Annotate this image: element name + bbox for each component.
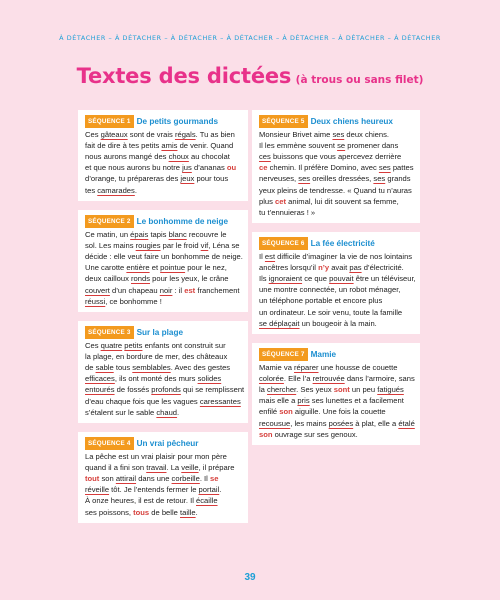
blank-word: chaud <box>156 407 178 417</box>
text-segment: à plat, elle a <box>353 418 399 428</box>
blank-word: efficaces <box>85 374 115 384</box>
text-segment: s’étalent sur le sable <box>85 407 157 417</box>
blank-word: chercher <box>267 385 297 395</box>
text-segment: un peu <box>349 385 378 395</box>
text-segment: un bougeoir à la main. <box>299 318 377 328</box>
text-segment: promener dans <box>345 141 399 151</box>
text-segment: d’un chapeau <box>109 285 160 295</box>
text-segment: . <box>134 185 137 195</box>
highlighted-word: son <box>259 429 273 439</box>
text-segment: fait de dire à tes petits <box>85 141 162 151</box>
blank-word: rougies <box>135 241 161 251</box>
text-segment: Il <box>259 252 265 262</box>
dictation-text <box>85 451 241 518</box>
text-segment: recouvre le <box>186 230 227 240</box>
text-segment: sol. Les mains <box>85 241 136 251</box>
text-segment: Monsieur Brivet aime <box>259 130 333 140</box>
text-segment: difficile d’imaginer la vie de nos lointains <box>275 252 413 262</box>
text-segment: . Ses yeux <box>296 385 334 395</box>
blank-word: ronds <box>131 274 151 284</box>
dictation-text <box>85 229 241 307</box>
blank-word: régals <box>174 130 196 140</box>
card-header <box>85 437 241 450</box>
blank-word: pris <box>297 396 310 406</box>
text-segment: dans l’armoire, sans <box>344 374 415 384</box>
text-segment: . Tu as bien <box>195 130 235 140</box>
text-line <box>85 507 241 518</box>
blank-word: fatigués <box>377 385 404 395</box>
text-segment: avait <box>329 263 350 273</box>
card-header <box>259 348 413 361</box>
blank-word: retrouvée <box>312 374 345 384</box>
text-line <box>259 162 413 173</box>
sequence-heading: Mamie <box>310 350 337 359</box>
sequence-badge: SÉQUENCE 7 <box>259 348 308 361</box>
card-header <box>259 237 413 250</box>
text-segment: son <box>99 474 116 484</box>
text-segment: ancêtres lorsqu’il <box>259 263 319 273</box>
blank-word: veille <box>181 463 199 473</box>
card-sequence-1 <box>78 110 248 201</box>
text-segment: oreilles dressées, <box>310 174 374 184</box>
text-segment: tes <box>85 185 98 195</box>
text-segment: ses lunettes et a facilement <box>309 396 404 406</box>
text-segment: la <box>259 385 268 395</box>
card-sequence-4 <box>78 432 248 523</box>
text-segment: tapis <box>148 230 169 240</box>
highlighted-word: ce <box>259 163 268 173</box>
text-line <box>85 351 241 362</box>
blank-word: camarades <box>97 185 135 195</box>
text-segment: de venir. Quand <box>177 141 234 151</box>
text-segment: deux chiens. <box>344 130 390 140</box>
blank-word: blanc <box>168 230 187 240</box>
blank-word: amis <box>161 141 178 151</box>
text-segment: une montre connectée, un robot ménager, <box>259 285 401 295</box>
highlighted-word: est <box>184 285 196 295</box>
text-line <box>259 362 413 373</box>
text-segment: La pêche est un vrai plaisir pour mon père <box>85 452 227 462</box>
text-segment: pour les yeux, le crâne <box>150 274 229 284</box>
blank-word: posées <box>328 418 354 428</box>
text-segment: deux cailloux <box>85 274 132 284</box>
text-line <box>85 151 241 162</box>
card-sequence-5 <box>252 110 420 223</box>
text-segment: À onze heures, il est de retour. Il <box>85 496 197 506</box>
text-line <box>85 251 241 262</box>
text-segment: pour le nez, <box>185 263 227 273</box>
text-segment: qui se remplissent <box>180 385 245 395</box>
card-sequence-6 <box>252 232 420 334</box>
text-segment: Une carotte <box>85 263 127 273</box>
card-sequence-2 <box>78 210 248 312</box>
text-segment: chemin. Il préfère Domino, avec <box>267 163 379 173</box>
blank-word: ses <box>332 130 345 140</box>
text-segment: aiguille. Une fois la couette <box>292 407 386 417</box>
text-segment: un ordinateur. Le soir venu, toute la famille <box>259 307 403 317</box>
text-segment: décide : elle veut faire un bonhomme de neige. <box>85 252 243 262</box>
blank-word: recousue <box>259 418 291 428</box>
text-line <box>259 262 413 273</box>
card-header <box>85 326 241 339</box>
sequence-heading: Le bonhomme de neige <box>136 217 229 226</box>
blank-word: ignoraient <box>268 274 303 284</box>
text-segment: Ils <box>259 274 269 284</box>
text-segment: et que nous aurons bu notre <box>85 163 183 173</box>
blank-word: quatre <box>100 341 123 351</box>
blank-word: attirail <box>115 474 137 484</box>
text-segment: de <box>85 363 96 373</box>
text-line <box>259 418 413 429</box>
card-header <box>259 115 413 128</box>
title-main: Textes des dictées <box>76 64 292 88</box>
text-segment: , les mains <box>290 418 329 428</box>
blank-word: réparer <box>294 363 319 373</box>
blank-word: ses <box>378 163 391 173</box>
text-line <box>259 318 413 329</box>
text-segment: ouvrage sur ses genoux. <box>272 429 358 439</box>
blank-word: écaille <box>196 496 218 506</box>
text-segment: . La <box>166 463 182 473</box>
text-line <box>259 384 413 395</box>
blank-word: pointue <box>160 263 186 273</box>
highlighted-word: n’y <box>318 263 330 273</box>
blank-word: entourés <box>85 385 115 395</box>
blank-word: ses <box>373 174 386 184</box>
text-segment: enfilé <box>259 407 280 417</box>
text-line <box>85 451 241 462</box>
blank-word: se déplaçait <box>259 318 300 328</box>
card-header <box>85 115 241 128</box>
sequence-heading: La fée électricité <box>310 239 375 248</box>
blank-word: vif <box>200 241 209 251</box>
text-segment: pattes <box>390 163 414 173</box>
blank-word: caressantes <box>199 396 241 406</box>
blank-word: taille <box>179 507 196 517</box>
blank-word: portail <box>198 485 220 495</box>
blank-word: noir <box>159 285 173 295</box>
text-line <box>85 285 241 296</box>
sequence-badge: SÉQUENCE 1 <box>85 115 134 128</box>
blank-word: est <box>264 252 276 262</box>
text-line <box>85 362 241 373</box>
text-line <box>85 129 241 140</box>
blank-word: travail <box>146 463 167 473</box>
card-sequence-7 <box>252 343 420 445</box>
text-segment: tu t’ennuieras ! » <box>259 207 316 217</box>
sequence-badge: SÉQUENCE 5 <box>259 115 308 128</box>
text-segment: grands <box>385 174 411 184</box>
sequence-heading: Deux chiens heureux <box>310 117 393 126</box>
blank-word: réussi <box>85 296 106 306</box>
sequence-badge: SÉQUENCE 2 <box>85 215 134 228</box>
text-line <box>259 151 413 162</box>
text-line <box>85 262 241 273</box>
highlighted-word: son <box>279 407 293 417</box>
blank-word: colorée <box>259 374 284 384</box>
dictation-text <box>259 129 413 218</box>
highlighted-word: cet <box>275 196 287 206</box>
text-segment: animal, lui dit souvent sa femme, <box>286 196 399 206</box>
text-line <box>259 429 413 440</box>
text-segment: sont de vrais <box>127 130 175 140</box>
text-segment: au chocolat <box>188 152 230 162</box>
text-line <box>85 240 241 251</box>
text-segment: : il <box>172 285 185 295</box>
text-line <box>85 162 241 173</box>
cut-line-header: À DÉTACHER – À DÉTACHER – À DÉTACHER – À DÉTACHER – À DÉTACHER – À DÉTACHER – À DÉTACHER <box>59 34 441 42</box>
text-segment: franchement <box>195 285 240 295</box>
blank-word: étalé <box>398 418 415 428</box>
text-segment: buissons que vous apercevez derrière <box>270 152 402 162</box>
blank-word: semblables <box>132 363 171 373</box>
text-segment: quand il a fini son <box>85 463 147 473</box>
text-segment: tous <box>113 363 133 373</box>
text-segment: , Léna se <box>208 241 240 251</box>
text-segment: et <box>149 263 161 273</box>
highlighted-word: se <box>209 474 219 484</box>
text-line <box>85 229 241 240</box>
sequence-badge: SÉQUENCE 6 <box>259 237 308 250</box>
text-segment: la plage, en bordure de mer, des châteaux <box>85 352 228 362</box>
text-line <box>259 307 413 318</box>
text-line <box>85 273 241 284</box>
blank-word: solides <box>197 374 222 384</box>
sequence-badge: SÉQUENCE 4 <box>85 437 134 450</box>
text-segment: pour tous <box>194 174 229 184</box>
blank-word: corbeille <box>171 474 200 484</box>
blank-word: jeux <box>180 174 195 184</box>
text-line <box>85 473 241 484</box>
text-line <box>259 129 413 140</box>
text-segment: nerveuses, <box>259 174 299 184</box>
card-header <box>85 215 241 228</box>
text-segment: Ce matin, un <box>85 230 131 240</box>
text-segment: de fossés <box>114 385 152 395</box>
text-segment: yeux pleins de tendresse. « Quand tu n’auras <box>259 185 412 195</box>
text-segment: . Il <box>199 474 210 484</box>
text-line <box>85 484 241 495</box>
text-line <box>259 140 413 151</box>
text-line <box>85 185 241 196</box>
text-line <box>85 495 241 506</box>
text-line <box>85 407 241 418</box>
text-line <box>259 173 413 184</box>
blank-word: se <box>337 141 346 151</box>
text-segment: de belle <box>149 507 180 517</box>
text-segment: d’orange, tu prépareras des <box>85 174 181 184</box>
text-line <box>259 207 413 218</box>
blank-word: ses <box>298 174 311 184</box>
blank-word: profonds <box>151 385 181 395</box>
blank-word: couvert <box>85 285 110 295</box>
blank-word: pas <box>349 263 362 273</box>
blank-word: choux <box>168 152 189 162</box>
text-segment: nous aurons mangé des <box>85 152 169 162</box>
text-line <box>259 395 413 406</box>
text-line <box>259 406 413 417</box>
text-segment: enfants ont construit sur <box>142 341 226 351</box>
text-segment: . <box>195 507 198 517</box>
text-segment: Mamie va <box>259 363 295 373</box>
blank-word: pouvait <box>329 274 354 284</box>
blank-word: jus <box>182 163 192 173</box>
text-line <box>259 284 413 295</box>
text-line <box>85 373 241 384</box>
text-line <box>85 340 241 351</box>
text-segment: dans une <box>136 474 172 484</box>
text-line <box>259 196 413 207</box>
text-line <box>85 173 241 184</box>
text-segment: Ces <box>85 130 101 140</box>
text-line <box>85 462 241 473</box>
text-segment: . <box>219 485 222 495</box>
text-segment: tôt. Je l’entends fermer le <box>109 485 199 495</box>
blank-word: entière <box>126 263 150 273</box>
dictation-text <box>259 251 416 329</box>
text-segment: par le froid <box>160 241 201 251</box>
text-line <box>85 396 241 407</box>
blank-word: sable <box>95 363 114 373</box>
blank-word: épais <box>130 230 149 240</box>
dictation-text <box>85 340 245 418</box>
text-line <box>259 185 413 196</box>
text-segment: . Elle l’a <box>283 374 313 384</box>
blank-word: gâteaux <box>100 130 128 140</box>
dictation-text <box>85 129 241 196</box>
text-segment: mais elle a <box>259 396 298 406</box>
card-sequence-3 <box>78 321 248 423</box>
text-segment: , ils ont monté des murs <box>114 374 198 384</box>
text-segment: être un téléviseur, <box>353 274 416 284</box>
sequence-heading: De petits gourmands <box>136 117 219 126</box>
blank-word: petits <box>124 341 143 351</box>
text-segment: , ce bonhomme ! <box>105 296 162 306</box>
text-segment: Il les emmène souvent <box>259 141 338 151</box>
text-segment: ses poissons, <box>85 507 134 517</box>
text-segment: d’ananas <box>191 163 227 173</box>
sequence-heading: Un vrai pêcheur <box>136 439 199 448</box>
text-line <box>259 251 413 262</box>
text-segment: . Avec des gestes <box>170 363 231 373</box>
sequence-badge: SÉQUENCE 3 <box>85 326 134 339</box>
page-title <box>0 64 500 88</box>
blank-word: ces <box>259 152 271 162</box>
text-segment: ce que <box>302 274 330 284</box>
text-line <box>259 295 413 306</box>
dictation-text <box>259 362 413 440</box>
text-segment: d’eau chaque fois que les vagues <box>85 396 200 406</box>
highlighted-word: sont <box>333 385 350 395</box>
blank-word: réveille <box>85 485 110 495</box>
text-line <box>259 373 413 384</box>
highlighted-word: tous <box>133 507 150 517</box>
text-line <box>85 384 245 395</box>
highlighted-word: tout <box>85 474 100 484</box>
text-segment: une housse de couette <box>318 363 398 373</box>
text-line <box>85 296 241 307</box>
text-segment: d’électricité. <box>361 263 404 273</box>
highlighted-word: ou <box>226 163 237 173</box>
text-segment: Ces <box>85 341 101 351</box>
text-segment: . <box>177 407 180 417</box>
text-segment: un téléphone portable et encore plus <box>259 296 383 306</box>
text-segment: plus <box>259 196 276 206</box>
text-line <box>259 273 416 284</box>
text-line <box>85 140 241 151</box>
sequence-heading: Sur la plage <box>136 328 184 337</box>
page-number: 39 <box>244 572 256 583</box>
text-segment: , il prépare <box>198 463 235 473</box>
title-subtitle: (à trous ou sans filet) <box>295 74 424 86</box>
